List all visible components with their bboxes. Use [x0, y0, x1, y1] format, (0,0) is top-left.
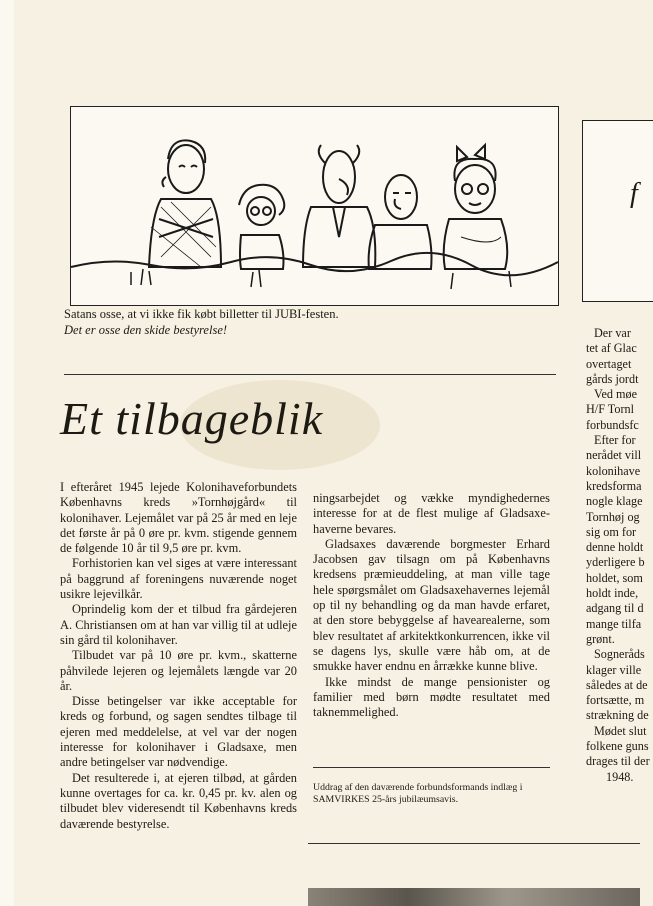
article-column-1 [60, 480, 297, 832]
text-line: yderligere b [586, 555, 645, 570]
paragraph: Tilbudet var på 10 øre pr. kvm., skatterne påhvilede lejeren og lejemålets længde var 20 år. [60, 648, 297, 693]
text-line: H/F Tornl [586, 402, 635, 417]
text-line: adgang til d [586, 601, 644, 616]
text-line: denne holdt [586, 540, 644, 555]
text-line: Tornhøj og [586, 509, 640, 524]
paragraph: Forhistorien kan vel siges at være interessant på baggrund af foreningens nuværende noget usikre lejevilkår. [60, 556, 297, 602]
right-page-box [582, 120, 653, 302]
photo-edge [308, 888, 640, 906]
article-headline: Et tilbageblik [60, 393, 324, 444]
paper-edge [0, 0, 14, 906]
cartoon-caption [64, 306, 544, 338]
text-line: Mødet slut [594, 723, 647, 738]
text-line: Efter for [594, 433, 636, 448]
text-line: kredsforma [586, 478, 642, 493]
text-line: sig om for [586, 524, 637, 539]
paragraph: Ikke mindst de mange pensionister og familier med børn mødte resultatet med taknemmelighed. [313, 674, 550, 720]
section-divider [64, 374, 556, 375]
cartoon-drawing [71, 107, 558, 305]
source-note: Uddrag af den daværende forbundsformands indlæg i SAMVIRKES 25-års jubilæumsavis. [313, 782, 523, 805]
text-line: strækning de [586, 708, 649, 723]
text-line: tet af Glac [586, 341, 637, 356]
caption-line-1: Satans osse, at vi ikke fik købt billetter til JUBI-festen. [64, 307, 339, 321]
paragraph: Det resulterede i, at ejeren tilbød, at gården kunne overtages for ca. kr. 0,45 pr. kv. alen og tilbudet blev videresendt til Københavns kreds daværende bestyrelse. [60, 770, 297, 831]
text-line: folkene guns [586, 739, 649, 754]
note-divider [313, 767, 550, 768]
text-line: klager ville [586, 662, 642, 677]
article-column-2 [313, 491, 550, 720]
text-line: gårds jordt [586, 371, 639, 386]
text-line: fortsætte, m [586, 693, 645, 708]
text-line: forbundsfc [586, 417, 639, 432]
text-line: overtaget [586, 356, 632, 371]
paragraph: I efteråret 1945 lejede Kolonihaveforbundets Københavns kreds »Tornhøjgård« til kolonihaver. Lejemålet var på 25 år med en leje det første år på 0 øre pr. kvm. stigende gennem de følgende 10 år til 9,5 øre pr. kvm. [60, 480, 297, 556]
text-line: mange tilfa [586, 616, 642, 631]
paragraph: Oprindelig kom der et tilbud fra gårdejeren A. Christiansen om at han var villig til at udleje sin gård til kolonihaver. [60, 602, 297, 647]
right-page-column [586, 326, 650, 785]
paragraph: Gladsaxes daværende borgmester Erhard Jacobsen gav tilsagn om på Københavns kredsens præmieuddeling, at man ville tage hele spørgsmålet om Gladsaxehavernes lejemål op til ny behandling og da man havde erfaret, at den store bebyggelse af havearealerne, som blev resultatet af arkitektkonkurrencen, ikke vil se dagens lys, skulle være håb om, at de smukke haver endnu en årrække kunne blive. [313, 536, 550, 674]
text-line: nogle klage [586, 494, 643, 509]
text-line: holdet, som [586, 570, 643, 585]
text-line: nerådet vill [586, 448, 642, 463]
text-line: drages til der [586, 754, 650, 769]
text-line: Sogneråds [594, 647, 645, 662]
text-line: Der var [594, 326, 631, 340]
text-line: Ved møe [594, 387, 637, 402]
paragraph: ningsarbejdet og vække myndighedernes interesse for at de flest mulige af Gladsaxe-haverne bevares. [313, 491, 550, 536]
text-line: kolonihave [586, 463, 641, 478]
text-line: 1948. [606, 769, 634, 784]
text-line: således at de [586, 677, 648, 692]
bottom-divider [308, 843, 640, 844]
text-line: holdt inde, [586, 586, 639, 601]
caption-line-2: Det er osse den skide bestyrelse! [64, 323, 228, 337]
right-page-heading-fragment: f [630, 178, 638, 209]
paragraph: Disse betingelser var ikke acceptable for kreds og forbund, og sagen sendtes tilbage til ejeren med meddelelse, at vel var der nogen interesse for kolonihaver i Gladsaxe, men andre betingelser var nødvendige. [60, 694, 297, 770]
text-line: grønt. [586, 631, 615, 646]
cartoon-illustration [70, 106, 559, 306]
